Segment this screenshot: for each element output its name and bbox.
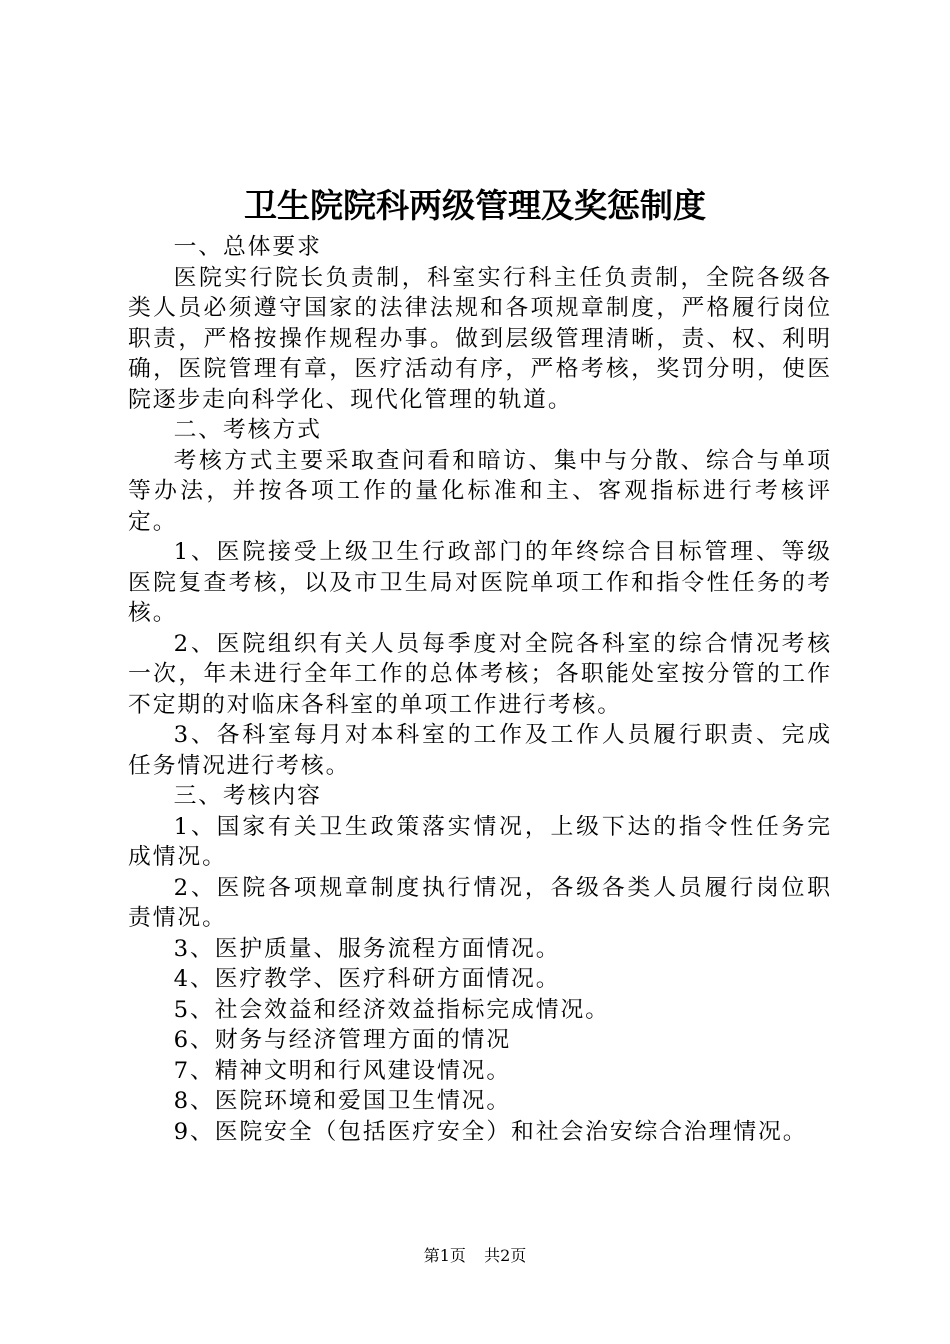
list-item: 6、财务与经济管理方面的情况 (173, 1027, 512, 1053)
list-item: 2、医院各项规章制度执行情况，各级各类人员履行岗位职责情况。 (128, 874, 832, 931)
list-item: 7、精神文明和行风建设情况。 (173, 1057, 512, 1084)
section-heading-method: 二、考核方式 (173, 417, 322, 443)
list-item: 2、医院组织有关人员每季度对全院各科室的综合情况考核一次，年未进行全年工作的总体考核；各职能处室按分管的工作不定期的对临床各科室的单项工作进行考核。 (128, 630, 832, 718)
paragraph-general: 医院实行院长负责制，科室实行科主任负责制，全院各级各类人员必须遵守国家的法律法规和各项规章制度，严格履行岗位职责，严格按操作规程办事。做到层级管理清晰，责、权、利明确，医院管理有章，医疗活动有序，严格考核，奖罚分明，使医院逐步走向科学化、现代化管理的轨道。 (128, 264, 832, 413)
list-item: 8、医院环境和爱国卫生情况。 (173, 1088, 512, 1114)
list-item: 1、国家有关卫生政策落实情况，上级下达的指令性任务完成情况。 (128, 813, 832, 870)
paragraph-method: 考核方式主要采取查问看和暗访、集中与分散、综合与单项等办法，并按各项工作的量化标准和主、客观指标进行考核评定。 (128, 447, 832, 535)
document-title: 卫生院院科两级管理及奖惩制度 (244, 186, 706, 225)
list-item: 9、医院安全（包括医疗安全）和社会治安综合治理情况。 (173, 1118, 808, 1145)
list-item: 3、各科室每月对本科室的工作及工作人员履行职责、完成任务情况进行考核。 (128, 722, 832, 779)
list-item: 3、医护质量、服务流程方面情况。 (173, 935, 561, 962)
section-heading-content: 三、考核内容 (173, 783, 322, 809)
list-item: 1、医院接受上级卫生行政部门的年终综合目标管理、等级医院复查考核，以及市卫生局对医院单项工作和指令性任务的考核。 (128, 539, 832, 626)
page-total: 共2页 (484, 1246, 527, 1265)
page-footer (0, 1245, 950, 1267)
list-item: 5、社会效益和经济效益指标完成情况。 (173, 996, 610, 1023)
page-number: 第1页 (423, 1246, 466, 1265)
list-item: 4、医疗教学、医疗科研方面情况。 (173, 966, 561, 992)
document-body (128, 232, 832, 1147)
section-heading-general: 一、总体要求 (173, 234, 322, 260)
